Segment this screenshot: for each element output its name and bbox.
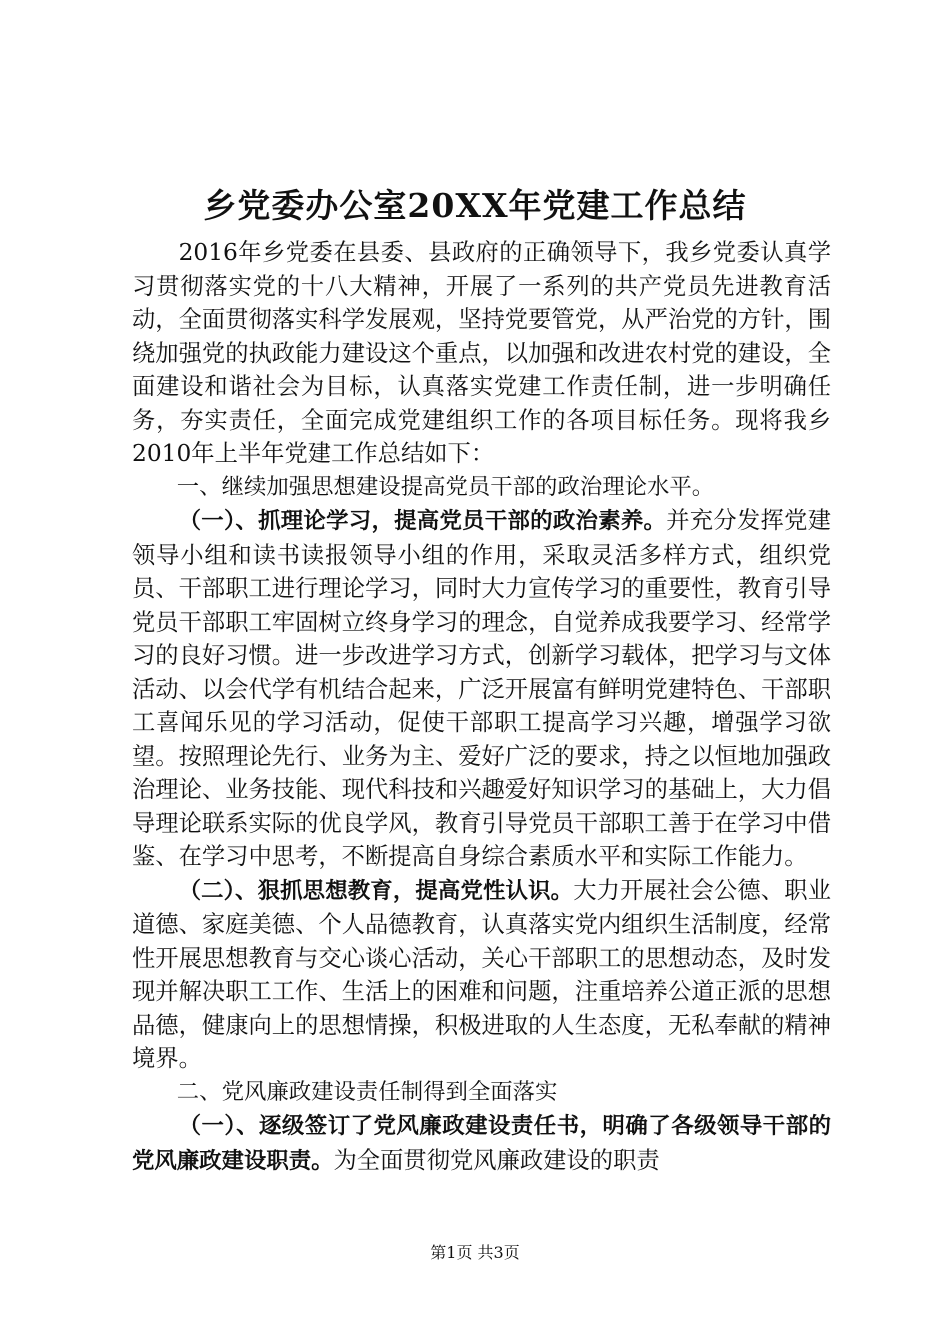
- intro-paragraph: 2016年乡党委在县委、县政府的正确领导下，我乡党委认真学习贯彻落实党的十八大精神，开展了一系列的共产党员先进教育活动，全面贯彻落实科学发展观，坚持党要管党，从严治党的方针，围绕加强党的执政能力建设这个重点，以加强和改进农村党的建设，全面建设和谐社会为目标，认真落实党建工作责任制，进一步明确任务，夯实责任，全面完成党建组织工作的各项目标任务。现将我乡2010年上半年党建工作总结如下：: [132, 239, 831, 467]
- section-1-item-2: [132, 874, 831, 1076]
- section-2-item-1: [132, 1109, 831, 1178]
- section-2-item-1-text: 为全面贯彻党风廉政建设的职责: [333, 1146, 660, 1174]
- section-2-item-1-lead: （一）、逐级签订了党风廉政建设责任书，明确了各级领导干部的党风廉政建设职责。: [132, 1113, 831, 1174]
- section-2-heading: 二、党风廉政建设责任制得到全面落实: [176, 1078, 558, 1105]
- document-title: 乡党委办公室20XX年党建工作总结: [203, 186, 747, 225]
- section-1-item-2-lead: （二）、狠抓思想教育，提高党性认识。: [178, 877, 574, 904]
- section-1-item-2-text: 大力开展社会公德、职业道德、家庭美德、个人品德教育，认真落实党内组织生活制度，经常性开展思想教育与交心谈心活动，关心干部职工的思想动态，及时发现并解决职工工作、生活上的困难和问题，注重培养公道正派的思想品德，健康向上的思想情操，积极进取的人生态度，无私奉献的精神境界。: [132, 876, 831, 1072]
- page-footer: 第1页 共3页: [430, 1243, 520, 1262]
- document-body: [132, 236, 831, 1178]
- section-1-item-1-lead: （一）、抓理论学习，提高党员干部的政治素养。: [178, 508, 667, 534]
- section-1-item-1-text: 并充分发挥党建领导小组和读书读报领导小组的作用，采取灵活多样方式，组织党员、干部职工进行理论学习，同时大力宣传学习的重要性，教育引导党员干部职工牢固树立终身学习的理念，自觉养成我要学习、经常学习的良好习惯。进一步改进学习方式，创新学习载体，把学习与文体活动、以会代学有机结合起来，广泛开展富有鲜明党建特色、干部职工喜闻乐见的学习活动，促使干部职工提高学习兴趣，增强学习欲望。按照理论先行、业务为主、爱好广泛的要求，持之以恒地加强政治理论、业务技能、现代科技和兴趣爱好知识学习的基础上，大力倡导理论联系实际的优良学风，教育引导党员干部职工善于在学习中借鉴、在学习中思考，不断提高自身综合素质水平和实际工作能力。: [132, 507, 831, 870]
- section-1-heading: 一、继续加强思想建设提高党员干部的政治理论水平。: [176, 473, 715, 500]
- section-1-item-1: [132, 504, 831, 874]
